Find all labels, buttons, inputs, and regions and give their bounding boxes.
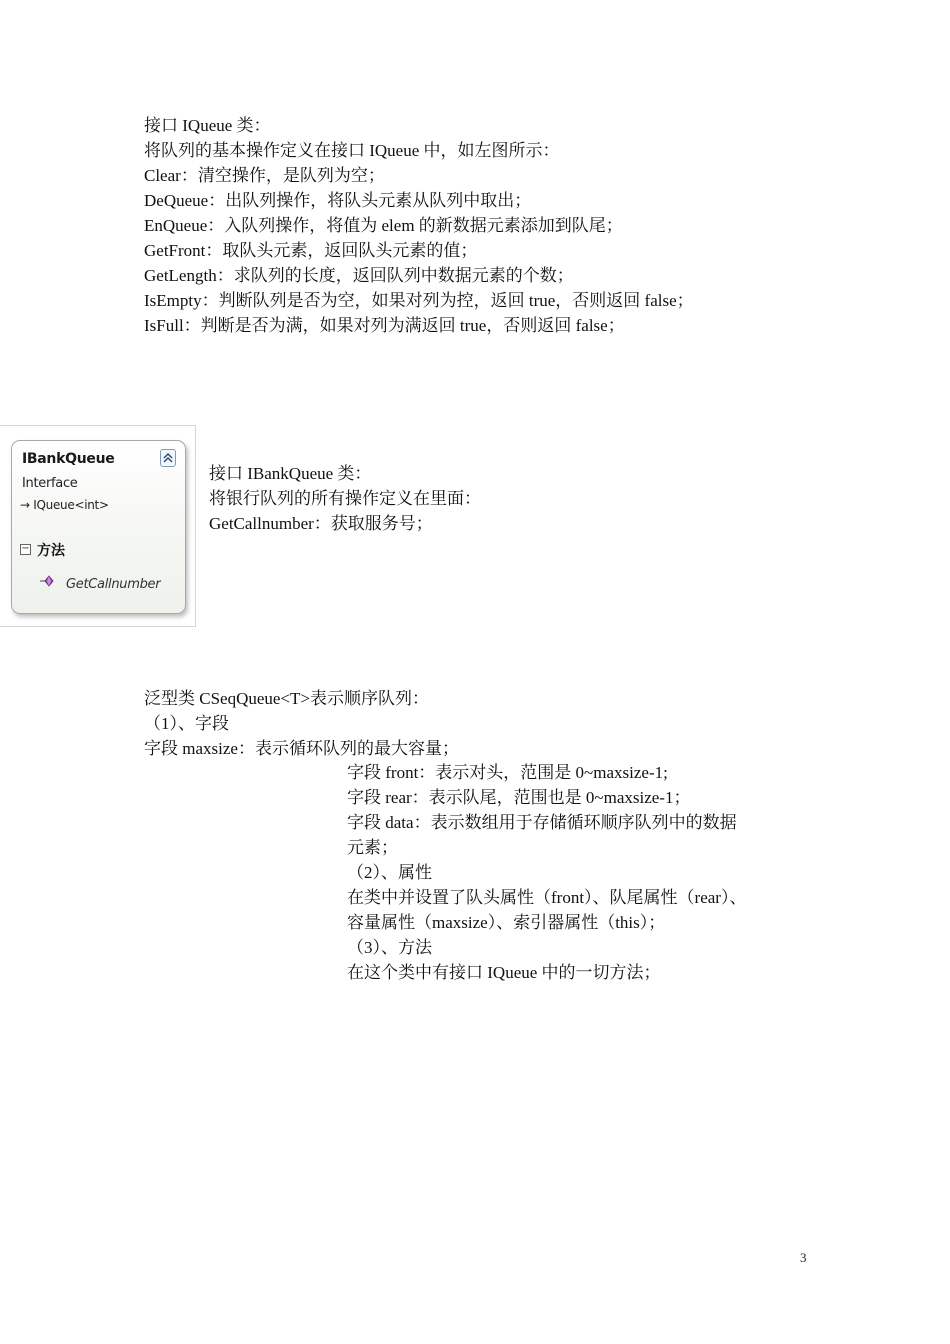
paragraph-line: 容量属性（maxsize）、索引器属性（this）； — [347, 913, 666, 932]
paragraph-line: GetLength：求队列的长度，返回队列中数据元素的个数； — [144, 266, 574, 285]
paragraph-line: IsFull：判断是否为满，如果对列为满返回 true，否则返回 false； — [144, 316, 625, 335]
inherit-arrow-icon: → — [20, 498, 34, 512]
paragraph-line: 接口 IQueue 类： — [144, 116, 271, 135]
implements-line — [20, 498, 109, 512]
page-number: 3 — [800, 1250, 807, 1265]
paragraph-line: 将队列的基本操作定义在接口 IQueue 中，如左图所示： — [144, 141, 560, 160]
cseqqueue-description — [144, 686, 459, 761]
class-name: IBankQueue — [22, 451, 115, 467]
method-icon — [40, 575, 54, 589]
paragraph-line: 将银行队列的所有操作定义在里面： — [209, 489, 481, 508]
class-diagram-figure — [0, 425, 196, 627]
paragraph-line: 接口 IBankQueue 类： — [209, 464, 372, 483]
paragraph-line: 字段 data：表示数组用于存储循环顺序队列中的数据 — [347, 813, 737, 832]
paragraph-line: 字段 maxsize：表示循环队列的最大容量； — [144, 739, 459, 758]
ibankqueue-description — [209, 461, 481, 536]
paragraph-line: （1）、字段 — [144, 714, 229, 733]
paragraph-line: 泛型类 CSeqQueue<T>表示顺序队列： — [144, 689, 430, 708]
paragraph-line: （3）、方法 — [347, 938, 432, 957]
paragraph-line: GetFront：取队头元素，返回队头元素的值； — [144, 241, 478, 260]
paragraph-line: DeQueue：出队列操作，将队头元素从队列中取出； — [144, 191, 532, 210]
paragraph-line: GetCallnumber：获取服务号； — [209, 514, 433, 533]
paragraph-line: 字段 front：表示对头，范围是 0~maxsize-1; — [347, 763, 668, 782]
class-diagram-card — [11, 440, 186, 614]
paragraph-line: EnQueue：入队列操作，将值为 elem 的新数据元素添加到队尾； — [144, 216, 623, 235]
paragraph-line: 在类中并设置了队头属性（front）、队尾属性（rear）、 — [347, 888, 747, 907]
section-collapse-toggle[interactable]: − — [21, 543, 30, 554]
paragraph-line: IsEmpty：判断队列是否为空，如果对列为控，返回 true，否则返回 false； — [144, 291, 694, 310]
double-chevron-up-icon[interactable] — [160, 449, 176, 467]
paragraph-line: 在这个类中有接口 IQueue 中的一切方法； — [347, 963, 661, 982]
method-name: GetCallnumber — [66, 577, 161, 592]
paragraph-line: （2）、属性 — [347, 863, 432, 882]
methods-section-label: 方法 — [37, 543, 65, 559]
iqueue-description — [144, 113, 694, 338]
cseqqueue-details — [347, 760, 746, 985]
class-kind: Interface — [22, 476, 78, 491]
paragraph-line: 元素； — [347, 838, 398, 857]
paragraph-line: Clear：清空操作，是队列为空； — [144, 166, 385, 185]
paragraph-line: 字段 rear：表示队尾，范围也是 0~maxsize-1； — [347, 788, 691, 807]
implements-interface: IQueue<int> — [33, 498, 109, 512]
